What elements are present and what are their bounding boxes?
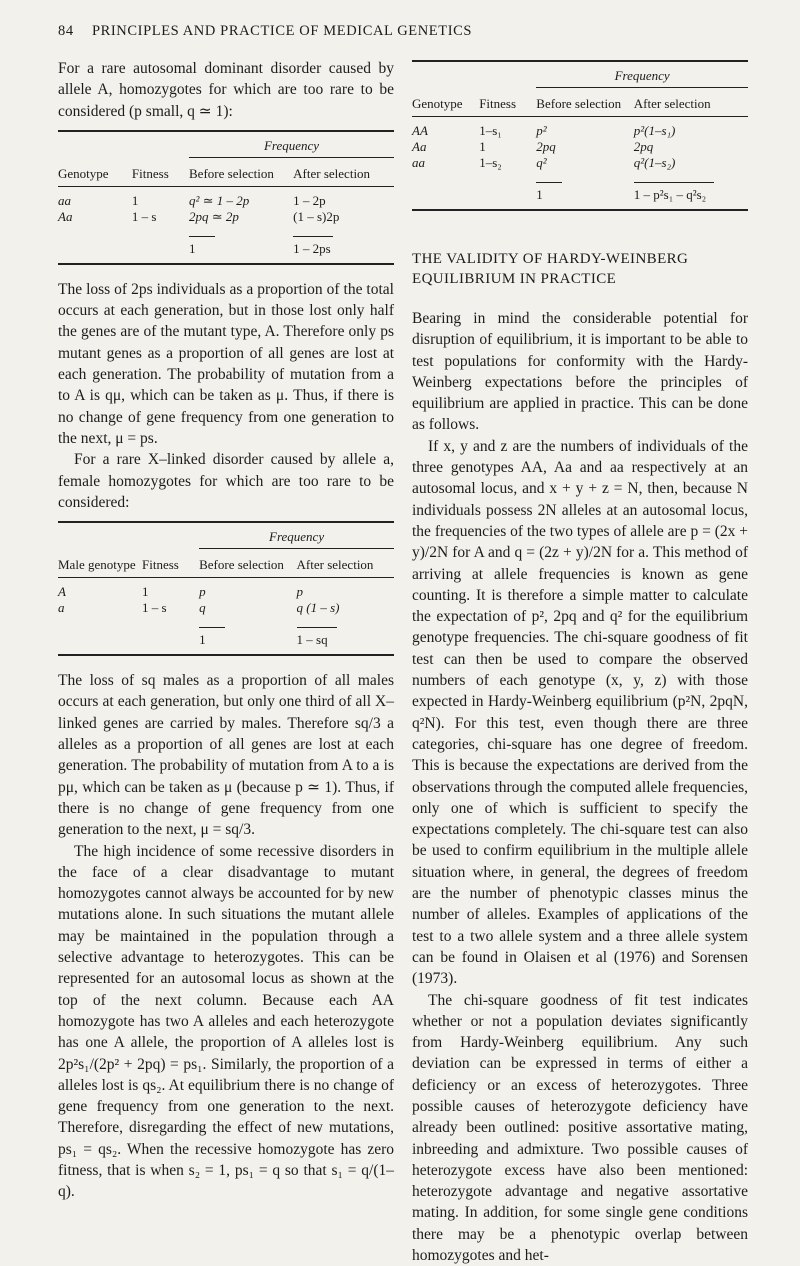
left-column <box>58 58 394 1203</box>
paragraph: The chi-square goodness of fit test indicates whether or not a population deviates significantly from Hardy-Weinberg equilibrium. Any such deviation can be expressed in terms of either a deficiency or an excess of heterozygotes. Three possible causes of heterozygote deficiency have already been outlined: positive assortative mating, inbreeding and admixture. Two possible causes of heterozygote excess have also been mentioned: heterozygote advantage and negative assortative mating. In addition, for some single gene conditions there may be a phenotypic overlap between homozygotes and het- <box>412 990 748 1266</box>
paragraph: If x, y and z are the numbers of individuals of the three genotypes AA, Aa and aa respectively at an autosomal locus, and x + y + z = N, then, because N individuals possess 2N alleles at an autosomal locus, the frequencies of the two types of allele are p = (2x + y)/2N for A and q = (2z + y)/2N for a. This method of arriving at allele frequencies is known as gene counting. It is therefore a simple matter to calculate the expectation of p², 2pq and q² for the equilibrium genotype frequencies. The chi-square goodness of fit test can then be used to compare the observed numbers of each genotype (x, y, z) with those expected in Hardy-Weinberg equilibrium (p²N, 2pqN, q²N). For this test, even though there are three categories, chi-square has one degree of freedom. This is because the expectations are derived from the observations through the computed allele frequencies, only one of which is sufficient to specify the expectations completely. The chi-square test can also be used to confirm equilibrium in the multiple allele situation where, in general, the degrees of freedom are the number of phenotypic classes minus the number of alleles. Examples of applications of the test to a two allele system and a three allele system can be found in Olaisen et al (1976) and Sorensen (1973). <box>412 436 748 990</box>
dominant-selection-table <box>58 130 394 265</box>
column-header: Fitness <box>479 88 536 117</box>
frequency-label: Frequency <box>199 523 394 549</box>
table-row: Aa 1 2pq 2pq <box>412 139 748 155</box>
frequency-label: Frequency <box>189 132 394 158</box>
column-header: Before selection <box>189 158 293 187</box>
table-row: Aa 1 – s 2pq ≃ 2p (1 – s)2p <box>58 209 394 225</box>
column-header: After selection <box>297 549 394 578</box>
frequency-label: Frequency <box>536 62 748 88</box>
column-header: Genotype <box>412 88 479 117</box>
column-header: Before selection <box>536 88 633 117</box>
column-header: Fitness <box>132 158 189 187</box>
paragraph: For a rare X–linked disorder caused by allele a, female homozygotes for which are too rare to be considered: <box>58 449 394 513</box>
table-total-row: 1 1 – p²s₁ – q²s₂ <box>412 187 748 203</box>
paragraph: The loss of 2ps individuals as a proportion of the total occurs at each generation, but in those lost only half the genes are of the mutant type, A. Therefore only ps mutant genes as a proportion of all genes are lost at each generation. The probability of mutation from a to A is qμ, which can be taken as μ. Thus, if there is no change of gene frequency from one generation to the next, μ = ps. <box>58 279 394 449</box>
paragraph: The loss of sq males as a proportion of all males occurs at each generation, but only one third of all X–linked genes are carried by males. Therefore sq/3 a alleles as a proportion of all genes are lost at each generation. The probability of mutation from A to a is pμ, which can be taken as μ (because p ≃ 1). Thus, if there is no change of gene frequency from one generation to the next, μ = sq/3. <box>58 670 394 840</box>
column-header: Male genotype <box>58 549 142 578</box>
table-total-row: 1 1 – 2ps <box>58 241 394 257</box>
running-title: PRINCIPLES AND PRACTICE OF MEDICAL GENETICS <box>92 23 472 39</box>
column-header: Before selection <box>199 549 296 578</box>
table-row: a 1 – s q q (1 – s) <box>58 600 394 616</box>
table-row: A 1 p p <box>58 584 394 600</box>
page-number: 84 <box>58 23 74 39</box>
heterozygote-advantage-table <box>412 60 748 211</box>
x-linked-selection-table <box>58 521 394 656</box>
column-header: After selection <box>293 158 394 187</box>
section-heading: THE VALIDITY OF HARDY-WEINBERG EQUILIBRIUM IN PRACTICE <box>412 249 748 289</box>
running-header <box>58 23 472 40</box>
table-total-row: 1 1 – sq <box>58 632 394 648</box>
table-row: aa 1 q² ≃ 1 – 2p 1 – 2p <box>58 193 394 209</box>
column-header: Genotype <box>58 158 132 187</box>
paragraph: For a rare autosomal dominant disorder caused by allele A, homozygotes for which are too rare to be considered (p small, q ≃ 1): <box>58 58 394 122</box>
paragraph: The high incidence of some recessive disorders in the face of a clear disadvantage to mutant homozygotes cannot always be accounted for by new mutations alone. In such situations the mutant allele may be maintained in the population through a selective advantage to heterozygotes. This can be represented for an autosomal locus as shown at the top of the next column. Because each AA homozygote has two A alleles and each heterozygote has one A allele, the proportion of A alleles lost is 2p²s₁/(2p² + 2pq) = ps₁. Similarly, the proportion of a alleles lost is qs₂. At equilibrium there is no change of gene frequency from one generation to the next. Therefore, disregarding the effect of new mutations, ps₁ = qs₂. When the recessive homozygote has zero fitness, that is when s₂ = 1, ps₁ = q so that s₁ = q/(1–q). <box>58 841 394 1203</box>
column-header: Fitness <box>142 549 199 578</box>
table-row: AA 1–s₁ p² p²(1–s₁) <box>412 123 748 139</box>
paragraph: Bearing in mind the considerable potential for disruption of equilibrium, it is important to be able to test populations for conformity with the Hardy-Weinberg expectations before the principles of equilibrium are applied in practice. This can be done as follows. <box>412 308 748 436</box>
column-header: After selection <box>634 88 748 117</box>
right-column <box>412 60 748 1266</box>
table-row: aa 1–s₂ q² q²(1–s₂) <box>412 155 748 171</box>
